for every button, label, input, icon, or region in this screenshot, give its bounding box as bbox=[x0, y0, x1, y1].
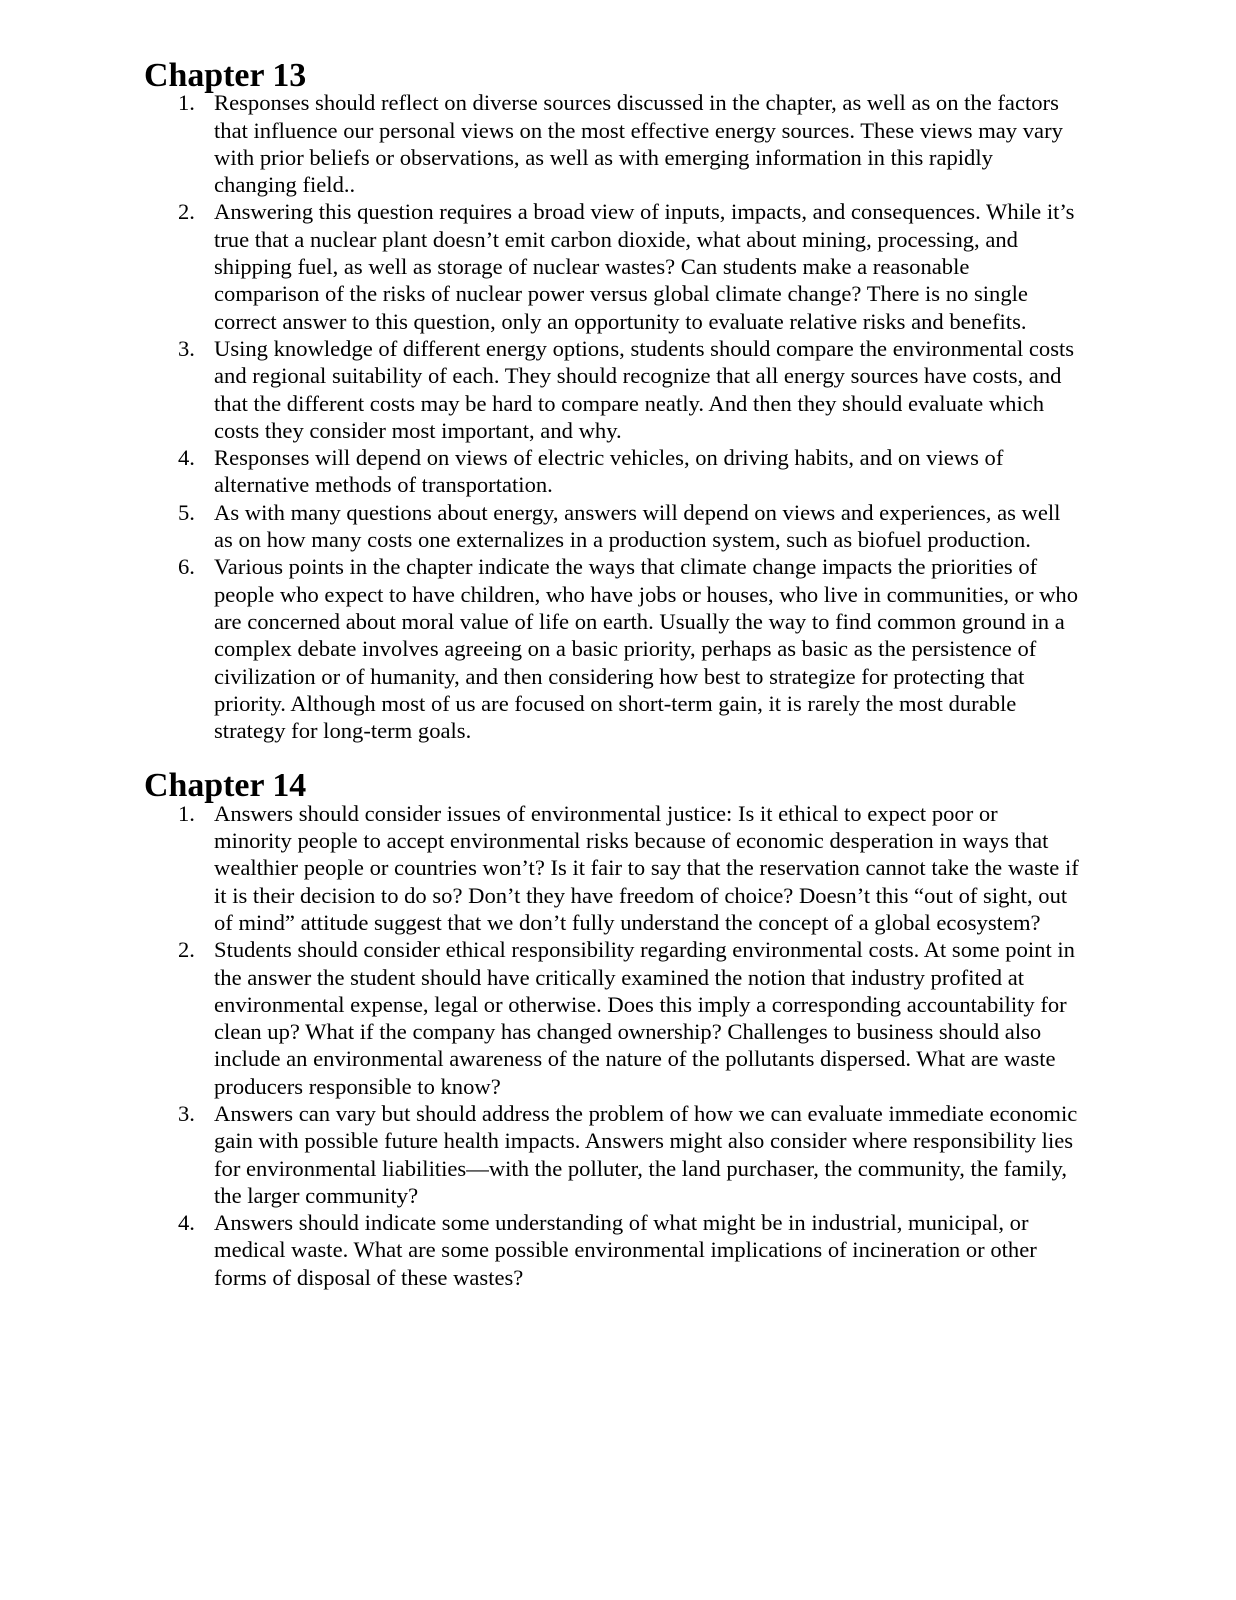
answer-item bbox=[144, 444, 1079, 499]
answer-text: Answering this question requires a broad view of inputs, impacts, and consequences. While it’s true that a nuclear plant doesn’t emit carbon dioxide, what about mining, processing, and shipping fuel, as well as storage of nuclear wastes? Can students make a reasonable comparison of the risks of nuclear power versus global climate change? There is no single correct answer to this question, only an opportunity to evaluate relative risks and benefits. bbox=[214, 199, 1075, 334]
answer-item bbox=[144, 800, 1079, 936]
answer-text: Various points in the chapter indicate the ways that climate change impacts the priorities of people who expect to have children, who have jobs or houses, who live in communities, or who are concerned about moral value of life on earth. Usually the way to find common ground in a complex debate involves agreeing on a basic priority, perhaps as basic as the persistence of civilization or of humanity, and then considering how best to strategize for protecting that priority. Although most of us are focused on short-term gain, it is rarely the most durable strategy for long-term goals. bbox=[214, 554, 1079, 744]
answer-item bbox=[144, 1100, 1079, 1209]
answer-list bbox=[144, 800, 1079, 1291]
answer-item bbox=[144, 335, 1079, 444]
answer-text: Responses will depend on views of electric vehicles, on driving habits, and on views of alternative methods of transportation. bbox=[214, 445, 1004, 498]
answer-item bbox=[144, 499, 1079, 554]
chapter-title: Chapter 13 bbox=[144, 57, 307, 94]
chapter-13-section bbox=[144, 57, 1079, 744]
answer-item bbox=[144, 89, 1079, 198]
answer-text: Answers should indicate some understanding of what might be in industrial, municipal, or medical waste. What are some possible environmental implications of incineration or other forms of disposal of these wastes? bbox=[214, 1210, 1037, 1290]
answer-text: Answers can vary but should address the problem of how we can evaluate immediate economic gain with possible future health impacts. Answers might also consider where responsibility lies for environmental liabilities—with the polluter, the land purchaser, the community, the family, the larger community? bbox=[214, 1100, 1078, 1208]
answer-number: 2. bbox=[178, 199, 195, 225]
answer-number: 4. bbox=[178, 445, 195, 471]
answer-item bbox=[144, 1209, 1079, 1291]
answer-text: Responses should reflect on diverse sources discussed in the chapter, as well as on the factors that influence our personal views on the most effective energy sources. These views may vary with prior beliefs or observations, as well as with emerging information in this rapidly changing field.. bbox=[214, 90, 1063, 198]
chapter-title: Chapter 14 bbox=[144, 767, 307, 805]
answer-number: 6. bbox=[178, 554, 195, 580]
answer-item bbox=[144, 936, 1079, 1100]
answer-item bbox=[144, 198, 1079, 334]
document-page bbox=[144, 57, 1079, 1291]
answer-item bbox=[144, 553, 1079, 744]
answer-text: As with many questions about energy, answers will depend on views and experiences, as well as on how many costs one externalizes in a production system, such as biofuel production. bbox=[214, 499, 1061, 553]
chapter-14-section bbox=[144, 767, 1079, 1291]
answer-number: 4. bbox=[178, 1210, 195, 1236]
answer-number: 3. bbox=[178, 335, 195, 361]
answer-list bbox=[144, 89, 1079, 744]
answer-number: 2. bbox=[178, 937, 195, 963]
answer-text: Using knowledge of different energy options, students should compare the environmental costs and regional suitability of each. They should recognize that all energy sources have costs, and that the different costs may be hard to compare neatly. And then they should evaluate which costs they consider most important, and why. bbox=[214, 335, 1075, 443]
answer-text: Answers should consider issues of environmental justice: Is it ethical to expect poor or minority people to accept environmental risks because of economic desperation in ways that wealthier people or countries won’t? Is it fair to say that the reservation cannot take the waste if it is their decision to do so? Don’t they have freedom of choice? Doesn’t this “out of sight, out of mind” attitude suggest that we don’t fully understand the concept of a global ecosystem? bbox=[214, 800, 1079, 935]
answer-text: Students should consider ethical responsibility regarding environmental costs. At some point in the answer the student should have critically examined the notion that industry profited at environmental expense, legal or otherwise. Does this imply a corresponding accountability for clean up? What if the company has changed ownership? Challenges to business should also include an environmental awareness of the nature of the pollutants dispersed. What are waste producers responsible to know? bbox=[214, 937, 1075, 1099]
answer-number: 5. bbox=[178, 499, 195, 525]
answer-number: 1. bbox=[178, 90, 195, 116]
answer-number: 3. bbox=[178, 1100, 195, 1126]
answer-number: 1. bbox=[178, 800, 195, 826]
